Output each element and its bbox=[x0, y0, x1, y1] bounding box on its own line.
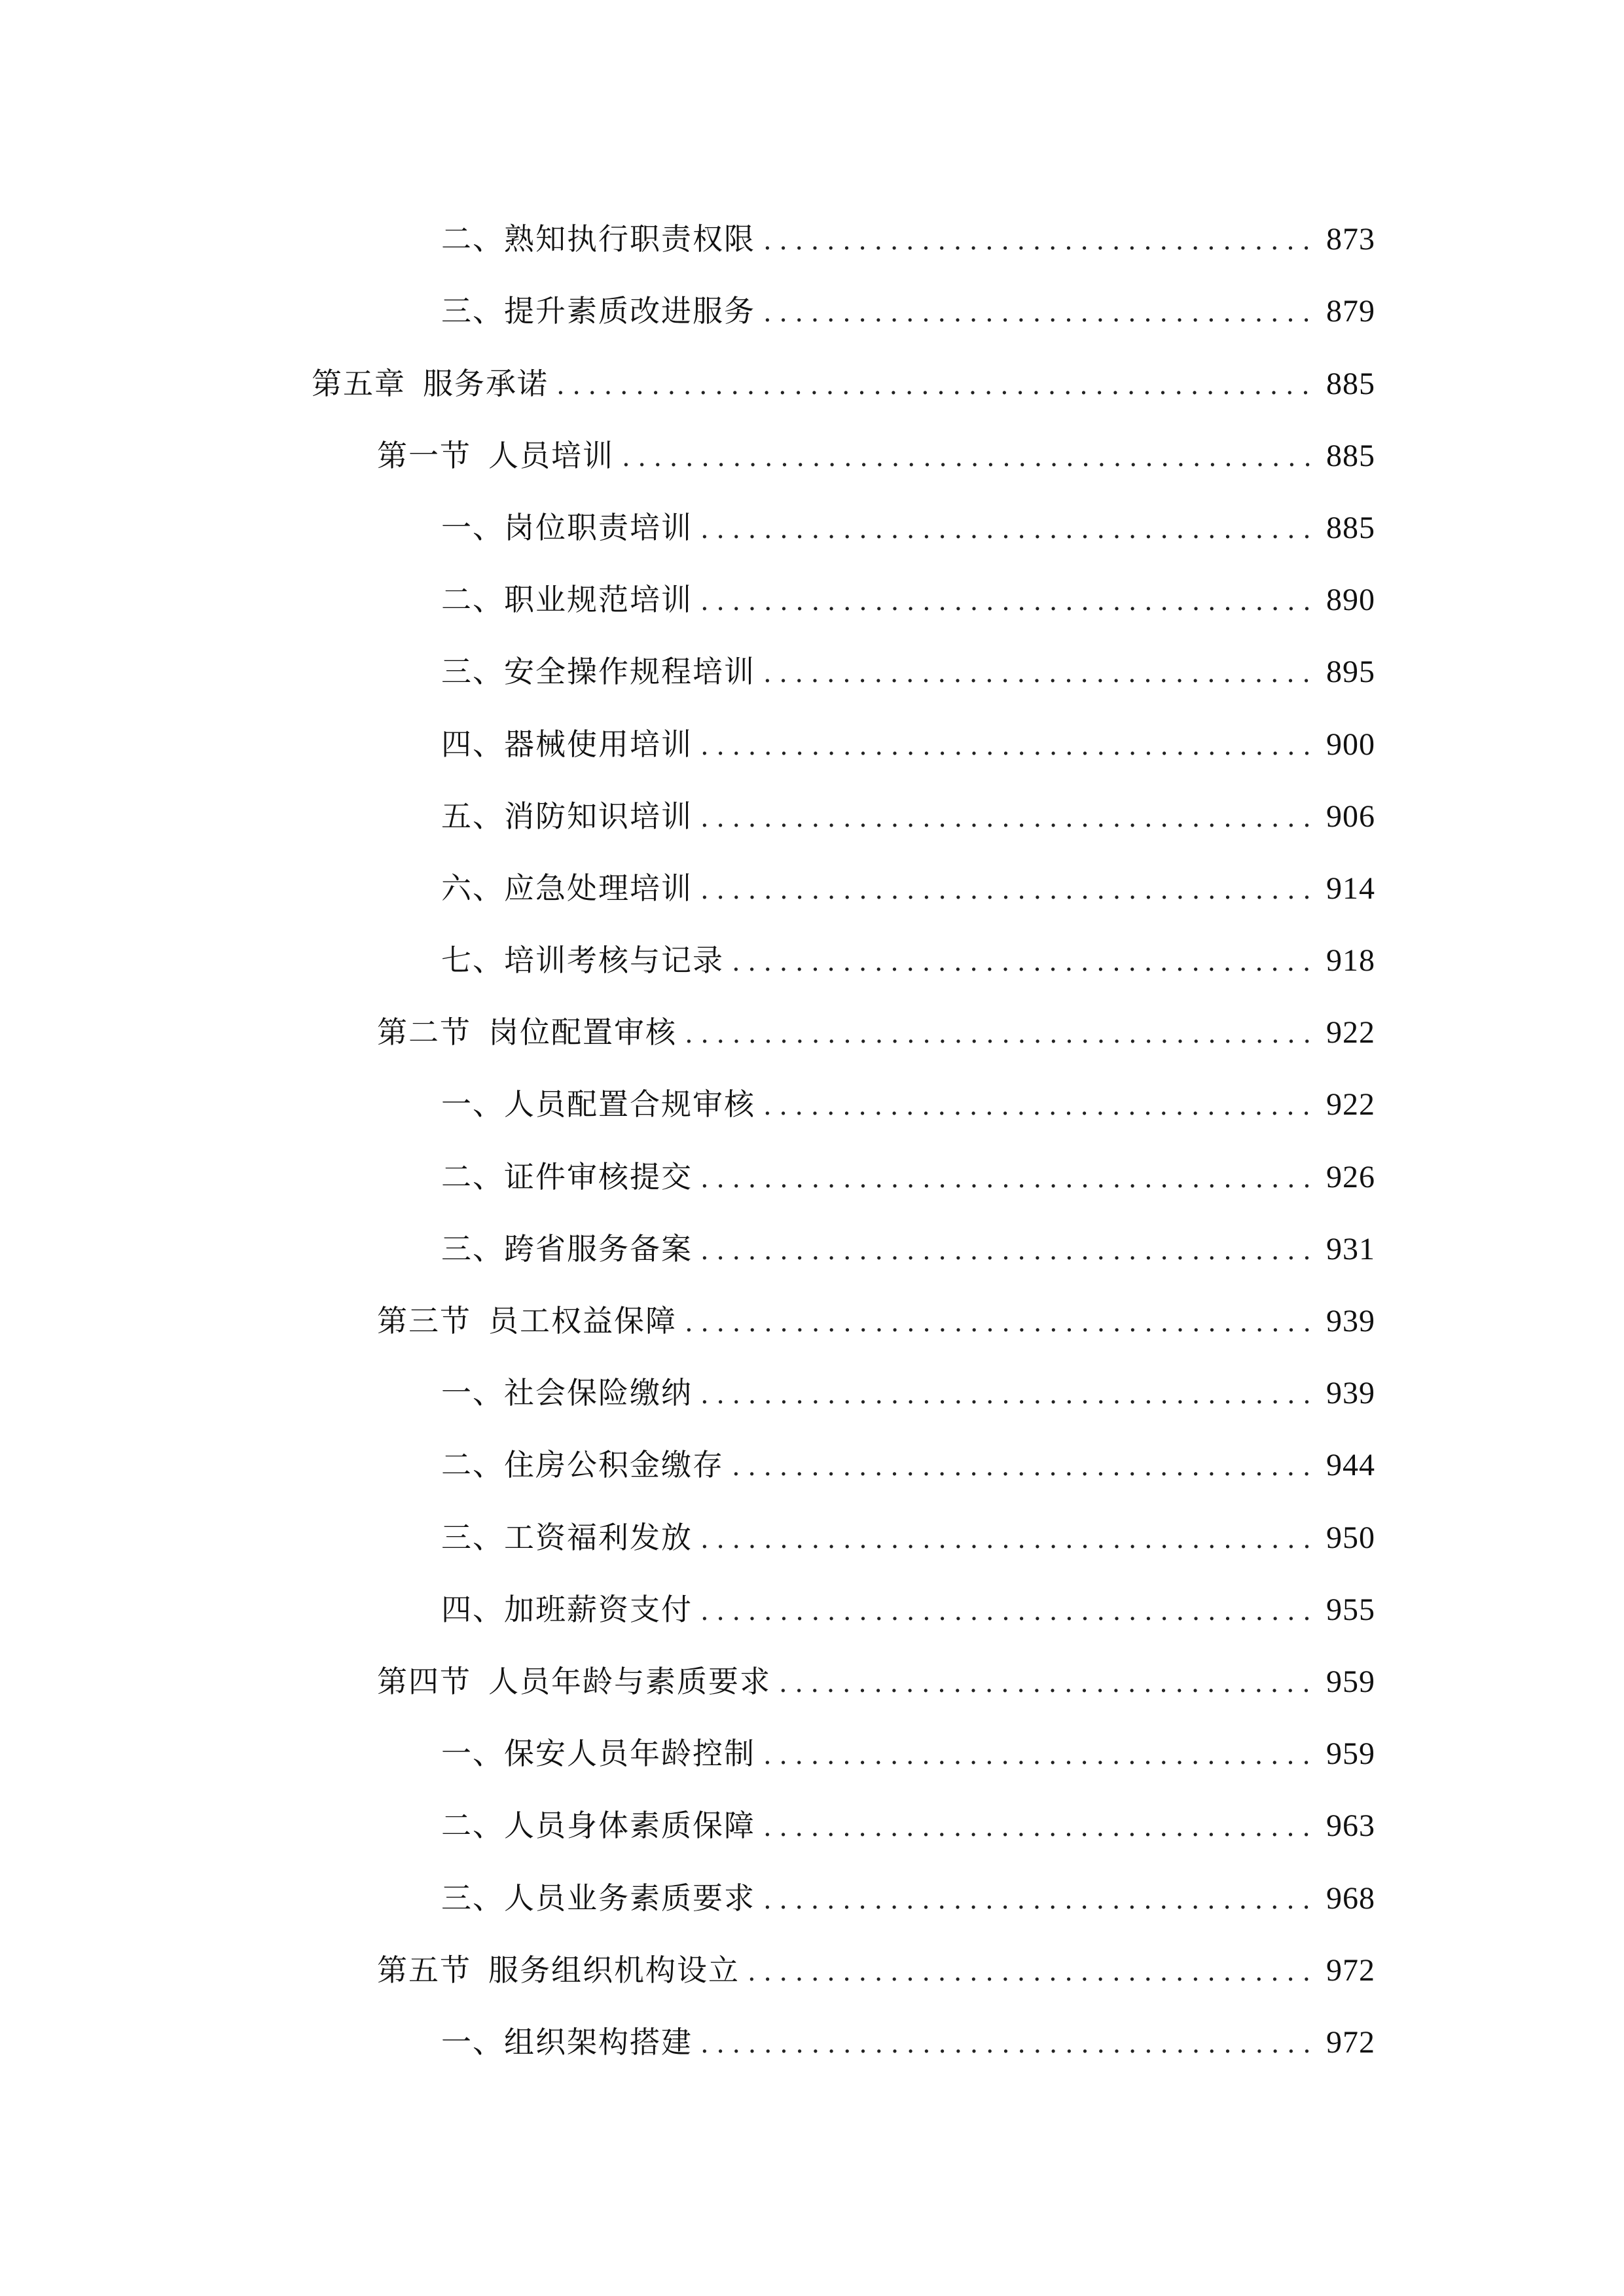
toc-entry[interactable] bbox=[0, 200, 1624, 272]
toc-entry-line bbox=[441, 870, 1375, 908]
toc-entry-page-number: 931 bbox=[1326, 1231, 1375, 1266]
toc-entry[interactable] bbox=[0, 850, 1624, 922]
toc-entry-line bbox=[441, 1374, 1375, 1413]
dot-leader bbox=[700, 1521, 1317, 1558]
toc-entry-number: 第四节 bbox=[377, 1663, 471, 1699]
toc-entry-title: 证件审核提交 bbox=[504, 1158, 693, 1194]
toc-entry-title: 职业规范培训 bbox=[504, 582, 693, 618]
toc-entry-number: 第五节 bbox=[377, 1952, 471, 1988]
toc-entry-number: 第二节 bbox=[377, 1014, 471, 1050]
dot-leader bbox=[763, 655, 1317, 692]
toc-entry-number: 二、 bbox=[441, 221, 504, 257]
table-of-contents bbox=[0, 200, 1624, 2075]
dot-leader bbox=[685, 1304, 1317, 1341]
toc-entry-title: 人员年龄与素质要求 bbox=[488, 1663, 771, 1699]
toc-entry-line bbox=[441, 2024, 1375, 2062]
toc-entry-line bbox=[441, 221, 1375, 259]
toc-entry-page-number: 944 bbox=[1326, 1448, 1375, 1483]
toc-entry[interactable] bbox=[0, 344, 1624, 416]
dot-leader bbox=[700, 800, 1317, 836]
toc-entry-line bbox=[441, 293, 1375, 331]
toc-entry[interactable] bbox=[0, 1931, 1624, 2003]
toc-entry-number: 三、 bbox=[441, 1519, 504, 1555]
toc-entry-number: 一、 bbox=[441, 1086, 504, 1122]
toc-entry[interactable] bbox=[0, 778, 1624, 850]
toc-entry[interactable] bbox=[0, 1354, 1624, 1426]
toc-entry-page-number: 885 bbox=[1326, 510, 1375, 545]
toc-entry[interactable] bbox=[0, 1498, 1624, 1570]
toc-entry-title: 人员培训 bbox=[488, 437, 614, 473]
toc-entry-page-number: 959 bbox=[1326, 1736, 1375, 1772]
toc-entry-page-number: 950 bbox=[1326, 1520, 1375, 1555]
toc-entry-number: 第一节 bbox=[377, 437, 471, 473]
toc-entry-line bbox=[441, 1519, 1375, 1558]
toc-entry-line bbox=[441, 1086, 1375, 1124]
toc-entry-number: 三、 bbox=[441, 1880, 504, 1916]
toc-entry-title: 消防知识培训 bbox=[504, 798, 693, 834]
toc-entry-title: 安全操作规程培训 bbox=[504, 654, 755, 690]
toc-entry-title: 跨省服务备案 bbox=[504, 1230, 693, 1266]
toc-entry-line bbox=[441, 1591, 1375, 1630]
toc-entry-title: 服务承诺 bbox=[423, 365, 549, 401]
toc-entry-page-number: 890 bbox=[1326, 583, 1375, 618]
dot-leader bbox=[685, 1016, 1317, 1052]
toc-entry[interactable] bbox=[0, 1426, 1624, 1498]
toc-entry-line bbox=[377, 1014, 1375, 1052]
toc-entry-title: 岗位职责培训 bbox=[504, 509, 693, 545]
dot-leader bbox=[700, 511, 1317, 548]
toc-entry-number: 二、 bbox=[441, 1808, 504, 1844]
toc-entry-title: 保安人员年龄控制 bbox=[504, 1736, 755, 1772]
toc-entry-title: 熟知执行职责权限 bbox=[504, 221, 755, 257]
toc-entry-number: 五、 bbox=[441, 798, 504, 834]
toc-entry-page-number: 918 bbox=[1326, 943, 1375, 978]
toc-entry-number: 三、 bbox=[441, 654, 504, 690]
toc-entry-line bbox=[377, 1302, 1375, 1341]
toc-entry-number: 二、 bbox=[441, 1158, 504, 1194]
toc-entry-number: 二、 bbox=[441, 1447, 504, 1483]
dot-leader bbox=[763, 295, 1317, 331]
toc-entry-line bbox=[441, 509, 1375, 548]
toc-entry-number: 七、 bbox=[441, 942, 504, 978]
toc-entry-title: 提升素质改进服务 bbox=[504, 293, 755, 329]
toc-entry-number: 一、 bbox=[441, 1736, 504, 1772]
toc-entry-title: 应急处理培训 bbox=[504, 870, 693, 906]
toc-entry-page-number: 914 bbox=[1326, 870, 1375, 906]
toc-entry-title: 工资福利发放 bbox=[504, 1519, 693, 1555]
toc-entry-number: 一、 bbox=[441, 2024, 504, 2060]
dot-leader bbox=[763, 1737, 1317, 1774]
toc-entry[interactable] bbox=[0, 1066, 1624, 1138]
toc-entry-line bbox=[441, 653, 1375, 692]
toc-entry[interactable] bbox=[0, 1787, 1624, 1859]
toc-entry-line bbox=[312, 365, 1375, 404]
toc-entry-title: 人员业务素质要求 bbox=[504, 1880, 755, 1916]
dot-leader bbox=[763, 1882, 1317, 1918]
toc-entry-line bbox=[441, 1446, 1375, 1485]
toc-entry[interactable] bbox=[0, 561, 1624, 633]
toc-entry-line bbox=[377, 437, 1375, 476]
toc-entry-page-number: 885 bbox=[1326, 366, 1375, 401]
toc-entry-page-number: 922 bbox=[1326, 1015, 1375, 1050]
toc-entry-line bbox=[441, 726, 1375, 764]
dot-leader bbox=[700, 1376, 1317, 1413]
toc-entry-line bbox=[441, 1807, 1375, 1846]
toc-entry-number: 第三节 bbox=[377, 1303, 471, 1338]
toc-entry[interactable] bbox=[0, 1282, 1624, 1354]
toc-entry[interactable] bbox=[0, 1859, 1624, 1931]
toc-entry[interactable] bbox=[0, 417, 1624, 489]
toc-entry-title: 组织架构搭建 bbox=[504, 2024, 693, 2060]
toc-entry-page-number: 939 bbox=[1326, 1376, 1375, 1411]
toc-entry-number: 一、 bbox=[441, 509, 504, 545]
dot-leader bbox=[700, 2026, 1317, 2062]
toc-entry-line bbox=[441, 798, 1375, 836]
toc-entry-page-number: 968 bbox=[1326, 1880, 1375, 1916]
toc-entry[interactable] bbox=[0, 705, 1624, 777]
toc-entry-line bbox=[441, 581, 1375, 620]
dot-leader bbox=[779, 1665, 1317, 1702]
dot-leader bbox=[700, 583, 1317, 620]
toc-entry-title: 岗位配置审核 bbox=[488, 1014, 677, 1050]
dot-leader bbox=[622, 439, 1317, 476]
toc-entry[interactable] bbox=[0, 2003, 1624, 2075]
toc-entry-number: 六、 bbox=[441, 870, 504, 906]
toc-entry-page-number: 895 bbox=[1326, 655, 1375, 690]
dot-leader bbox=[700, 1160, 1317, 1197]
toc-entry-title: 社会保险缴纳 bbox=[504, 1375, 693, 1411]
toc-entry-page-number: 972 bbox=[1326, 1952, 1375, 1988]
toc-entry-line bbox=[441, 1735, 1375, 1774]
toc-entry[interactable] bbox=[0, 1571, 1624, 1643]
toc-entry-page-number: 885 bbox=[1326, 438, 1375, 473]
toc-entry-page-number: 900 bbox=[1326, 726, 1375, 762]
toc-entry-number: 四、 bbox=[441, 1591, 504, 1627]
toc-entry-line bbox=[441, 942, 1375, 980]
toc-entry[interactable] bbox=[0, 1138, 1624, 1210]
dot-leader bbox=[763, 1088, 1317, 1124]
toc-entry-title: 加班薪资支付 bbox=[504, 1591, 693, 1627]
toc-entry-page-number: 879 bbox=[1326, 294, 1375, 329]
toc-entry-number: 三、 bbox=[441, 293, 504, 329]
toc-entry[interactable] bbox=[0, 922, 1624, 994]
dot-leader bbox=[732, 1448, 1317, 1485]
toc-entry-page-number: 939 bbox=[1326, 1304, 1375, 1338]
toc-entry-title: 服务组织机构设立 bbox=[488, 1952, 740, 1988]
toc-entry-number: 一、 bbox=[441, 1375, 504, 1411]
toc-entry-page-number: 963 bbox=[1326, 1808, 1375, 1844]
toc-entry[interactable] bbox=[0, 272, 1624, 344]
toc-entry-page-number: 959 bbox=[1326, 1664, 1375, 1699]
toc-entry-page-number: 972 bbox=[1326, 2024, 1375, 2060]
toc-entry-title: 培训考核与记录 bbox=[504, 942, 724, 978]
toc-entry[interactable] bbox=[0, 1210, 1624, 1282]
toc-entry-line bbox=[377, 1663, 1375, 1702]
toc-entry-number: 三、 bbox=[441, 1230, 504, 1266]
toc-entry-number: 四、 bbox=[441, 726, 504, 762]
toc-entry-title: 员工权益保障 bbox=[488, 1303, 677, 1338]
toc-entry-title: 器械使用培训 bbox=[504, 726, 693, 762]
toc-entry-title: 住房公积金缴存 bbox=[504, 1447, 724, 1483]
toc-entry-line bbox=[441, 1880, 1375, 1918]
toc-entry[interactable] bbox=[0, 633, 1624, 705]
toc-entry-title: 人员配置合规审核 bbox=[504, 1086, 755, 1122]
toc-entry-number: 二、 bbox=[441, 582, 504, 618]
dot-leader bbox=[700, 728, 1317, 764]
dot-leader bbox=[748, 1954, 1317, 1990]
toc-entry[interactable] bbox=[0, 994, 1624, 1066]
toc-entry-line bbox=[441, 1158, 1375, 1197]
toc-entry-line bbox=[377, 1952, 1375, 1990]
toc-entry-page-number: 955 bbox=[1326, 1592, 1375, 1627]
dot-leader bbox=[556, 367, 1317, 404]
dot-leader bbox=[763, 1809, 1317, 1846]
toc-entry-page-number: 873 bbox=[1326, 222, 1375, 257]
toc-entry[interactable] bbox=[0, 1715, 1624, 1787]
toc-entry-page-number: 926 bbox=[1326, 1159, 1375, 1194]
toc-entry-page-number: 906 bbox=[1326, 798, 1375, 834]
toc-entry-line bbox=[441, 1230, 1375, 1269]
toc-entry-title: 人员身体素质保障 bbox=[504, 1808, 755, 1844]
toc-entry-page-number: 922 bbox=[1326, 1087, 1375, 1122]
dot-leader bbox=[732, 944, 1317, 980]
toc-entry-number: 第五章 bbox=[312, 365, 406, 401]
dot-leader bbox=[700, 872, 1317, 908]
toc-entry[interactable] bbox=[0, 1643, 1624, 1715]
dot-leader bbox=[700, 1593, 1317, 1630]
toc-entry[interactable] bbox=[0, 489, 1624, 561]
dot-leader bbox=[763, 223, 1317, 259]
dot-leader bbox=[700, 1232, 1317, 1269]
